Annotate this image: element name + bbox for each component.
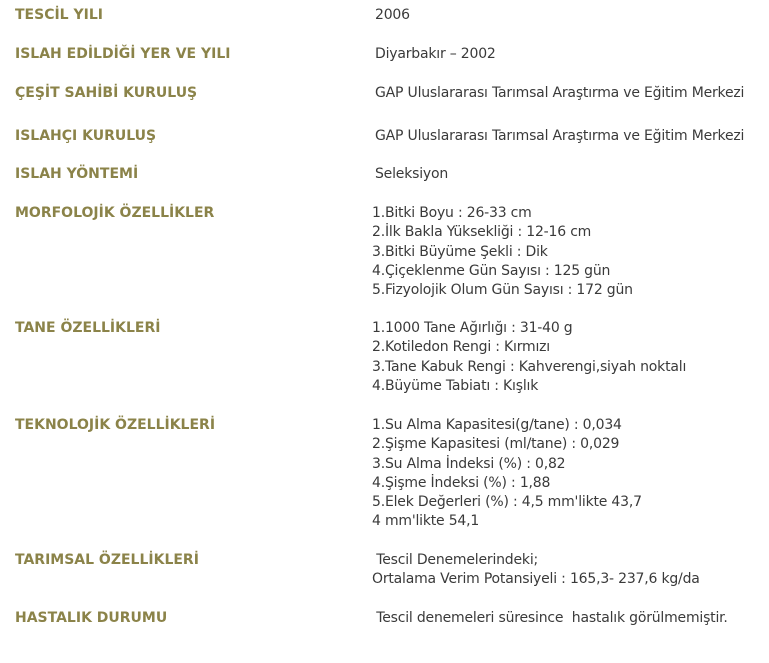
row-value <box>375 127 744 146</box>
row-label: TANE ÖZELLİKLERİ <box>15 320 161 336</box>
row-label: ÇEŞİT SAHİBİ KURULUŞ <box>15 85 198 101</box>
row-value <box>372 416 642 532</box>
value-line: 2.Şişme Kapasitesi (ml/tane) : 0,029 <box>372 436 620 453</box>
row-label: ISLAHÇI KURULUŞ <box>15 128 157 144</box>
value-line: Tescil Denemelerindeki; <box>372 552 539 568</box>
value-line: 3.Tane Kabuk Rengi : Kahverengi,siyah noktalı <box>372 358 687 375</box>
value-line: Ortalama Verim Potansiyeli : 165,3- 237,6 kg/da <box>372 571 700 588</box>
row-value <box>375 165 448 184</box>
value-line: 5.Fizyolojik Olum Gün Sayısı : 172 gün <box>372 282 633 299</box>
row-label: TARIMSAL ÖZELLİKLERİ <box>15 552 199 568</box>
value-line: 2.Kotiledon Rengi : Kırmızı <box>372 339 550 356</box>
row-label: TEKNOLOJİK ÖZELLİKLERİ <box>15 417 216 433</box>
row-label: HASTALIK DURUMU <box>15 610 168 626</box>
row-label: MORFOLOJİK ÖZELLİKLER <box>15 205 215 221</box>
row-value <box>372 319 686 396</box>
value-line: 1.1000 Tane Ağırlığı : 31-40 g <box>372 320 573 336</box>
value-line: Diyarbakır – 2002 <box>375 46 496 62</box>
value-line: 1.Bitki Boyu : 26-33 cm <box>372 205 532 221</box>
row-value <box>372 551 700 590</box>
row-value <box>375 6 410 25</box>
value-line: GAP Uluslararası Tarımsal Araştırma ve Eğitim Merkezi <box>375 128 745 144</box>
value-line: 2.İlk Bakla Yüksekliği : 12-16 cm <box>372 224 592 241</box>
row-label: TESCİL YILI <box>15 7 103 23</box>
value-line: Seleksiyon <box>375 166 449 182</box>
value-line: 4.Büyüme Tabiatı : Kışlık <box>372 377 539 394</box>
value-line: 4 mm'likte 54,1 <box>372 513 480 530</box>
value-line: 4.Şişme İndeksi (%) : 1,88 <box>372 474 551 491</box>
row-value <box>372 204 633 300</box>
value-line: 4.Çiçeklenme Gün Sayısı : 125 gün <box>372 262 611 279</box>
value-line: Tescil denemeleri süresince hastalık görülmemiştir. <box>372 610 728 626</box>
value-line: 1.Su Alma Kapasitesi(g/tane) : 0,034 <box>372 417 622 433</box>
value-line: 2006 <box>375 7 410 23</box>
value-line: 3.Bitki Büyüme Şekli : Dik <box>372 243 548 260</box>
row-value <box>375 45 496 64</box>
value-line: 3.Su Alma İndeksi (%) : 0,82 <box>372 455 566 472</box>
row-value <box>375 84 744 103</box>
row-label: ISLAH EDİLDİĞİ YER VE YILI <box>15 46 231 62</box>
row-value <box>372 609 728 628</box>
value-line: GAP Uluslararası Tarımsal Araştırma ve Eğitim Merkezi <box>375 85 745 101</box>
row-label: ISLAH YÖNTEMİ <box>15 166 139 182</box>
value-line: 5.Elek Değerleri (%) : 4,5 mm'likte 43,7 <box>372 494 642 511</box>
